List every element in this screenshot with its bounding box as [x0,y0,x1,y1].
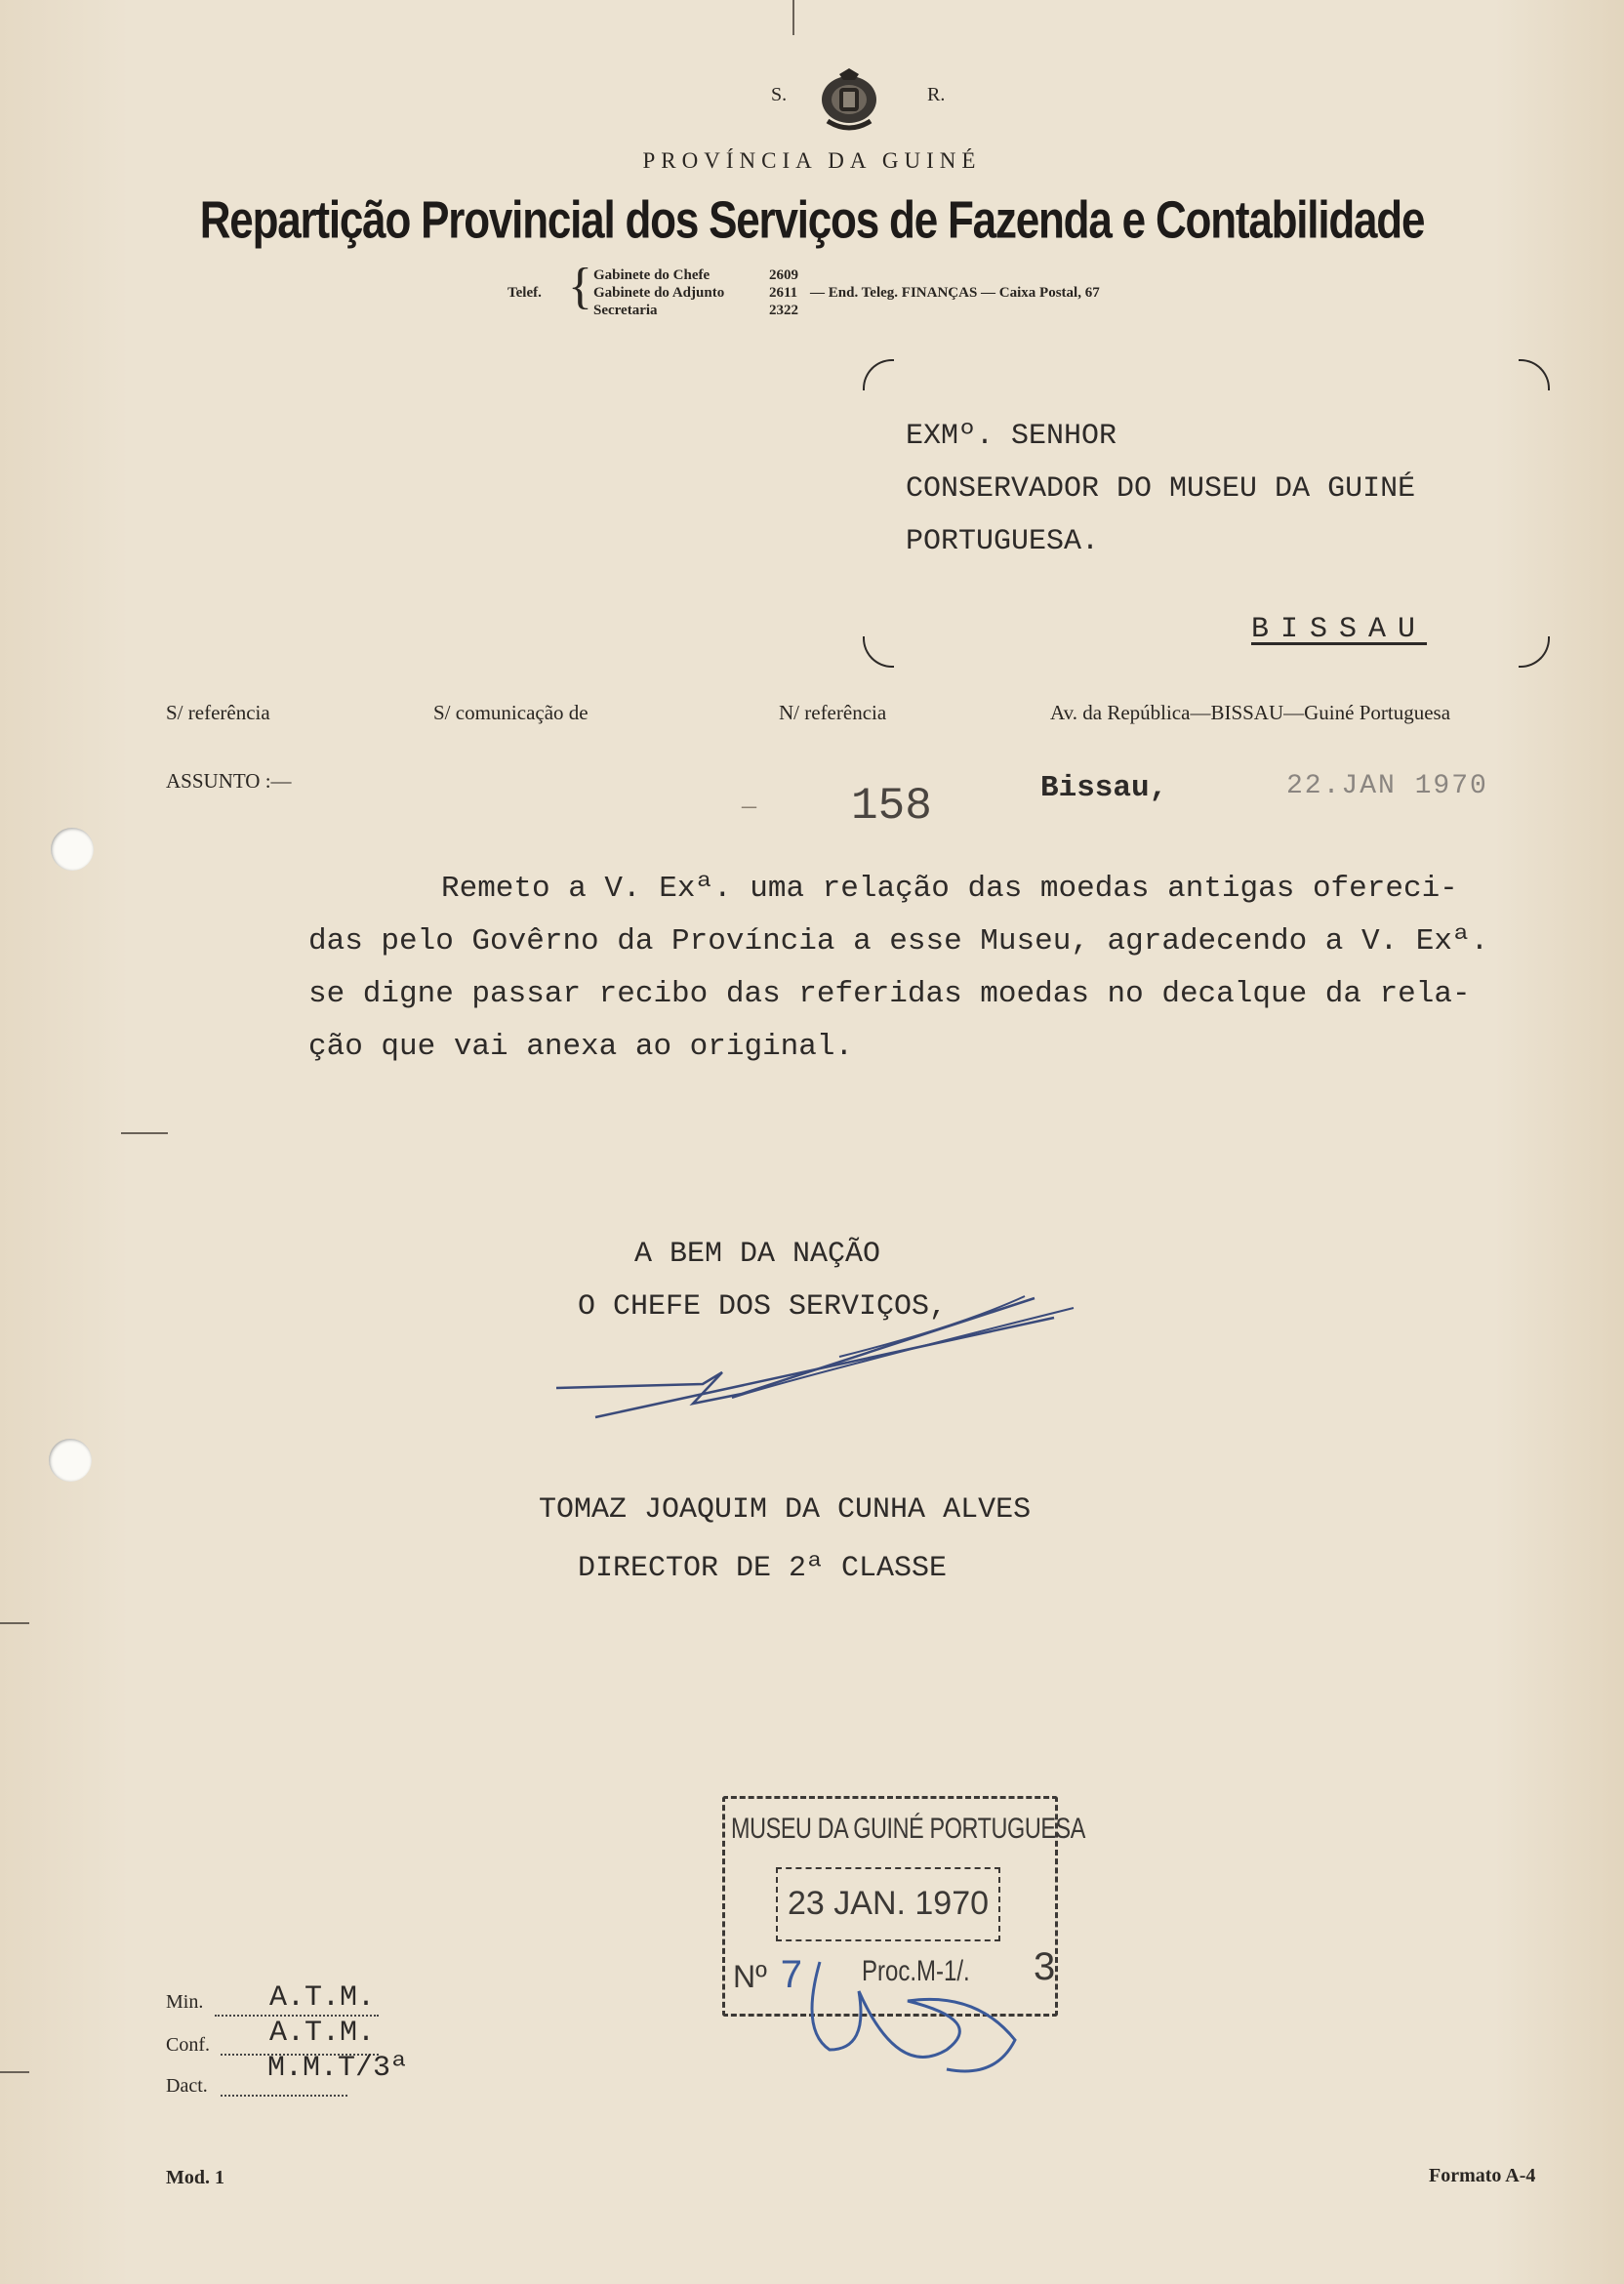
phone-label: Gabinete do Adjunto [593,285,725,301]
telegraph-address: — End. Teleg. FINANÇAS — Caixa Postal, 67 [810,285,1100,301]
brace: { [568,259,592,314]
min-label: Min. [166,1991,204,2013]
telef-label: Telef. [508,285,542,301]
phone-number: 2322 [769,303,798,318]
phone-row [593,303,798,319]
punch-hole [49,1439,92,1482]
recipient-city: BISSAU [1251,613,1428,646]
fold-mark [0,2071,29,2073]
n-referencia-label: N/ referência [779,701,887,724]
paper-format: Formato A-4 [1429,2165,1536,2186]
fold-mark [0,1622,29,1624]
punch-hole [51,828,94,871]
signatory-name: TOMAZ JOAQUIM DA CUNHA ALVES [539,1493,1032,1527]
address-corner [1519,636,1550,668]
date-stamp: 22.JAN 1970 [1286,771,1488,801]
conf-initials: A.T.M. [269,2017,376,2050]
phone-label: Gabinete do Chefe [593,267,710,283]
address-corner [863,359,894,390]
r-mark: R. [927,84,946,105]
fold-mark [121,1132,168,1134]
recipient-line-1: EXMº. SENHOR [906,420,1117,453]
place-line: Bissau, [1040,771,1168,805]
address-corner [863,636,894,668]
dact-dotted-line [221,2095,347,2097]
stamp-proc: Proc.M-1/. [862,1955,970,1987]
recipient-line-2: CONSERVADOR DO MUSEU DA GUINÉ [906,472,1416,506]
stamp-no-value: 7 [780,1953,803,1996]
province-title: PROVÍNCIA DA GUINÉ [642,148,982,173]
body-line: ção que vai anexa ao original. [308,1030,854,1064]
model-number: Mod. 1 [166,2167,224,2188]
handwritten-annotation [761,1933,1074,2099]
closing-motto: A BEM DA NAÇÃO [634,1238,881,1271]
s-comunicacao-label: S/ comunicação de [433,701,589,724]
body-line: se digne passar recibo das referidas moedas no decalque da rela- [308,977,1471,1011]
dash-mark: – [742,789,756,821]
dact-label: Dact. [166,2075,208,2097]
conf-label: Conf. [166,2034,210,2056]
stamp-date-box [776,1867,1000,1941]
phone-row [593,267,798,284]
dact-initials: M.M.T/3ª [267,2052,409,2085]
body-line: das pelo Govêrno da Província a esse Museu, agradecendo a V. Exª. [308,924,1489,958]
stamp-proc-number: 3 [1034,1945,1056,1988]
address-corner [1519,359,1550,390]
office-address: Av. da República—BISSAU—Guiné Portuguesa [1050,701,1451,724]
phone-label: Secretaria [593,303,658,318]
s-mark: S. [771,84,788,105]
signatory-title: DIRECTOR DE 2ª CLASSE [578,1552,948,1585]
min-initials: A.T.M. [269,1981,376,2015]
closing-role: O CHEFE DOS SERVIÇOS, [578,1290,948,1324]
phone-block [0,259,1624,326]
signature [547,1279,1093,1425]
fold-mark [792,0,794,35]
recipient-line-3: PORTUGUESA. [906,525,1100,558]
phone-number: 2609 [769,267,798,283]
stamp-date: 23 JAN. 1970 [788,1885,990,1922]
stamp-no-label: Nº [733,1959,767,1994]
reference-number: 158 [851,781,932,832]
office-title: Repartição Provincial dos Serviços de Fazenda e Contabilidade [199,191,1425,250]
s-referencia-label: S/ referência [166,701,270,724]
phone-row [593,285,798,302]
body-line: Remeto a V. Exª. uma relação das moedas antigas ofereci- [441,872,1458,906]
phone-number: 2611 [769,285,798,301]
assunto-label: ASSUNTO :— [166,769,292,793]
coat-of-arms-icon [818,66,880,135]
stamp-title: MUSEU DA GUINÉ PORTUGUESA [731,1813,1085,1845]
